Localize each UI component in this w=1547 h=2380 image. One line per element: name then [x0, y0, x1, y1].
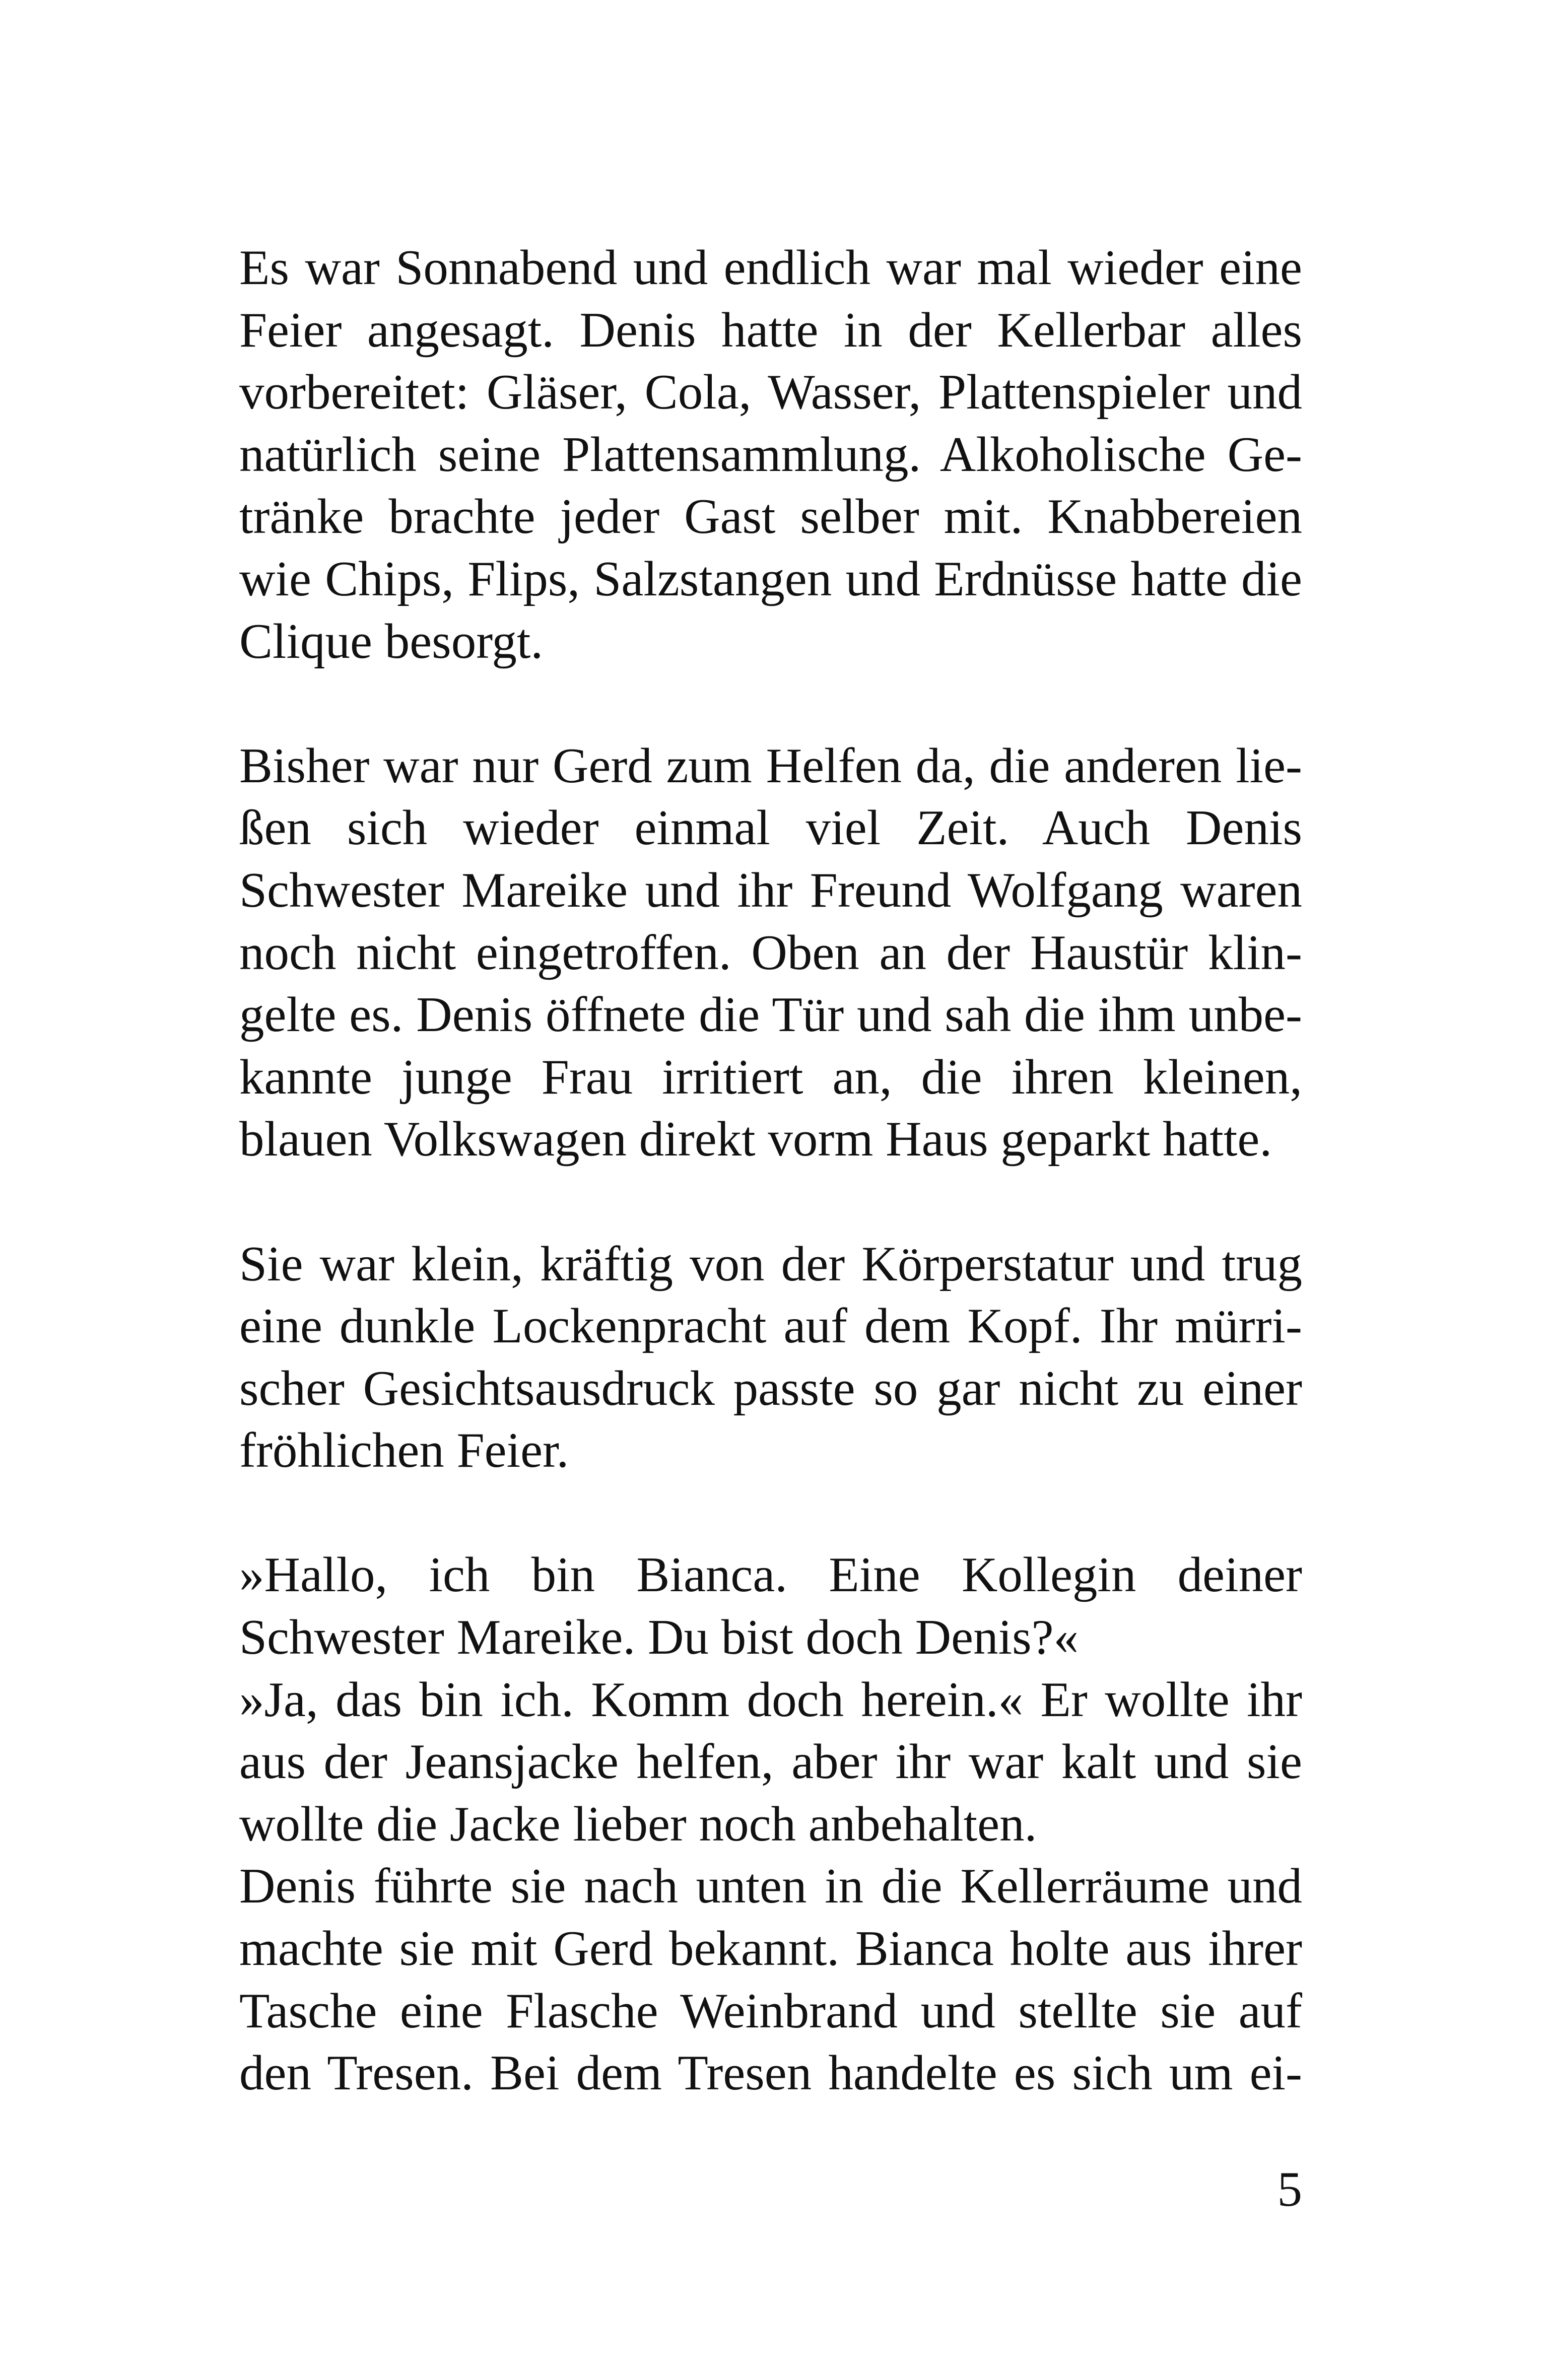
- paragraph-1: [239, 237, 1302, 672]
- text-line: vorbereitet: Gläser, Cola, Wasser, Plattenspieler und: [239, 365, 1302, 420]
- text-line: ßen sich wieder einmal viel Zeit. Auch Denis: [239, 800, 1302, 856]
- paragraph-gap: [239, 672, 1302, 735]
- text-line: Bisher war nur Gerd zum Helfen da, die anderen lie-: [239, 738, 1302, 793]
- text-line: tränke brachte jeder Gast selber mit. Knabbereien: [239, 489, 1302, 545]
- text-line: machte sie mit Gerd bekannt. Bianca holte aus ihrer: [239, 1921, 1302, 1977]
- text-line: natürlich seine Plattensammlung. Alkoholische Ge-: [239, 427, 1302, 482]
- text-line: scher Gesichtsausdruck passte so gar nicht zu einer: [239, 1361, 1302, 1416]
- text-line: blauen Volkswagen direkt vorm Haus geparkt hatte.: [239, 1112, 1272, 1167]
- text-line: Sie war klein, kräftig von der Körperstatur und trug: [239, 1236, 1302, 1291]
- paragraph-2: [239, 735, 1302, 1171]
- text-line: »Hallo, ich bin Bianca. Eine Kollegin deiner: [239, 1547, 1302, 1603]
- paragraph-4: [239, 1544, 1302, 1668]
- text-line: gelte es. Denis öffnete die Tür und sah die ihm unbe-: [239, 987, 1302, 1043]
- text-line: Denis führte sie nach unten in die Kellerräume und: [239, 1859, 1302, 1914]
- text-line: Tasche eine Flasche Weinbrand und stellte sie auf: [239, 1983, 1302, 2038]
- text-line: fröhlichen Feier.: [239, 1423, 569, 1478]
- text-line: eine dunkle Lockenpracht auf dem Kopf. Ihr mürri-: [239, 1299, 1302, 1354]
- text-line: den Tresen. Bei dem Tresen handelte es sich um ei-: [239, 2046, 1302, 2101]
- text-line: aus der Jeansjacke helfen, aber ihr war kalt und sie: [239, 1734, 1302, 1790]
- page-number: 5: [1277, 2162, 1302, 2217]
- text-line: »Ja, das bin ich. Komm doch herein.« Er wollte ihr: [239, 1672, 1302, 1727]
- text-line: Clique besorgt.: [239, 614, 544, 669]
- paragraph-gap: [239, 1482, 1302, 1544]
- text-line: wollte die Jacke lieber noch anbehalten.: [239, 1796, 1037, 1852]
- text-line: Es war Sonnabend und endlich war mal wieder eine: [239, 240, 1302, 295]
- text-line: noch nicht eingetroffen. Oben an der Haustür klin-: [239, 925, 1302, 980]
- paragraph-gap: [239, 1171, 1302, 1233]
- text-line: Schwester Mareike und ihr Freund Wolfgang waren: [239, 862, 1302, 918]
- text-line: Schwester Mareike. Du bist doch Denis?«: [239, 1610, 1079, 1665]
- body-text: [239, 237, 1302, 2104]
- text-line: Feier angesagt. Denis hatte in der Kellerbar alles: [239, 302, 1302, 358]
- text-line: kannte junge Frau irritiert an, die ihren kleinen,: [239, 1049, 1302, 1105]
- paragraph-3: [239, 1233, 1302, 1482]
- text-line: wie Chips, Flips, Salzstangen und Erdnüsse hatte die: [239, 551, 1302, 606]
- paragraph-6: [239, 1855, 1302, 2104]
- paragraph-5: [239, 1669, 1302, 1856]
